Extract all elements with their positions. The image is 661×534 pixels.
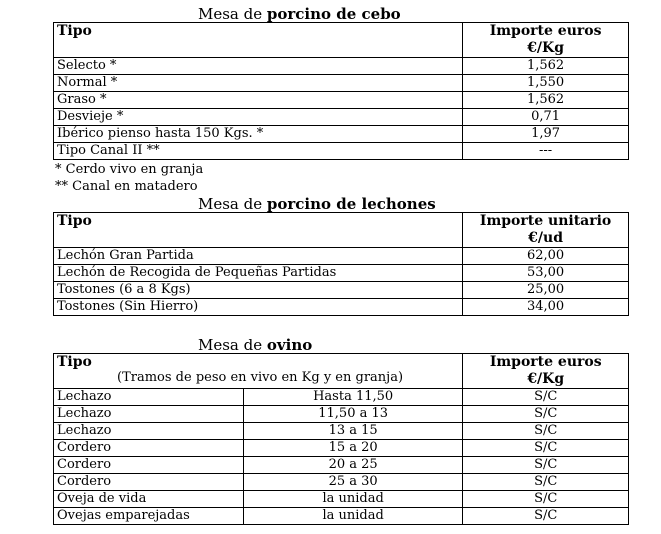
table-row <box>54 299 629 316</box>
cell-tramo: 25 a 30 <box>243 474 463 491</box>
cell-tramo: 13 a 15 <box>243 423 463 440</box>
header-tipo: Tipo <box>54 213 463 248</box>
title-bold: ovino <box>266 336 313 354</box>
title-bold: porcino de lechones <box>266 195 436 213</box>
table-row <box>54 491 629 508</box>
cell-importe: S/C <box>463 474 629 491</box>
table-row <box>54 58 629 75</box>
table-row <box>54 457 629 474</box>
table-row <box>54 389 629 406</box>
title-prefix: Mesa de <box>198 336 267 354</box>
note-cerdo-vivo: * Cerdo vivo en granja <box>55 162 204 177</box>
cell-tipo: Tostones (6 a 8 Kgs) <box>54 282 463 299</box>
header-importe-line1: Importe euros <box>489 23 602 39</box>
cell-importe: S/C <box>463 440 629 457</box>
cell-importe: 1,562 <box>463 92 629 109</box>
header-tipo-sub: (Tramos de peso en vivo en Kg y en granja) <box>117 370 404 385</box>
cell-tipo: Tipo Canal II ** <box>54 143 463 160</box>
header-importe <box>463 213 629 248</box>
table-row <box>54 508 629 525</box>
table-row <box>54 109 629 126</box>
cell-importe: S/C <box>463 389 629 406</box>
table-header-row <box>54 23 629 58</box>
cell-tipo: Ibérico pienso hasta 150 Kgs. * <box>54 126 463 143</box>
cell-tipo: Lechón Gran Partida <box>54 248 463 265</box>
header-tipo-label: Tipo <box>57 354 92 370</box>
table-row <box>54 126 629 143</box>
cell-importe: 1,562 <box>463 58 629 75</box>
cell-tipo: Desvieje * <box>54 109 463 126</box>
cell-tramo: 15 a 20 <box>243 440 463 457</box>
cell-tipo: Cordero <box>54 440 244 457</box>
cell-importe: S/C <box>463 508 629 525</box>
cell-importe: S/C <box>463 423 629 440</box>
cell-tipo: Selecto * <box>54 58 463 75</box>
title-ovino <box>198 336 312 354</box>
cell-tramo: 11,50 a 13 <box>243 406 463 423</box>
cell-importe: S/C <box>463 406 629 423</box>
cell-importe: 1,550 <box>463 75 629 92</box>
cell-tipo: Normal * <box>54 75 463 92</box>
table-row <box>54 282 629 299</box>
header-importe-line2: €/Kg <box>527 40 564 56</box>
cell-importe: 53,00 <box>463 265 629 282</box>
cell-importe: 1,97 <box>463 126 629 143</box>
cell-tipo: Lechón de Recogida de Pequeñas Partidas <box>54 265 463 282</box>
header-importe-line1: Importe unitario <box>479 213 612 229</box>
cell-tipo: Cordero <box>54 457 244 474</box>
title-porcino-cebo <box>198 5 401 23</box>
table-header-row <box>54 354 629 389</box>
header-importe <box>463 23 629 58</box>
table-row <box>54 423 629 440</box>
table-row <box>54 75 629 92</box>
cell-importe: S/C <box>463 457 629 474</box>
header-tipo <box>54 354 463 389</box>
title-prefix: Mesa de <box>198 195 267 213</box>
table-ovino <box>53 353 629 525</box>
header-importe <box>463 354 629 389</box>
cell-tipo: Ovejas emparejadas <box>54 508 244 525</box>
cell-tipo: Graso * <box>54 92 463 109</box>
header-tipo: Tipo <box>54 23 463 58</box>
header-importe-line1: Importe euros <box>489 354 602 370</box>
cell-importe: 62,00 <box>463 248 629 265</box>
cell-importe: 25,00 <box>463 282 629 299</box>
table-porcino-lechones <box>53 212 629 316</box>
cell-tramo: Hasta 11,50 <box>243 389 463 406</box>
table-row <box>54 265 629 282</box>
table-row <box>54 440 629 457</box>
table-row <box>54 474 629 491</box>
cell-tipo: Lechazo <box>54 389 244 406</box>
cell-importe: 34,00 <box>463 299 629 316</box>
cell-tramo: 20 a 25 <box>243 457 463 474</box>
table-row <box>54 248 629 265</box>
cell-importe: 0,71 <box>463 109 629 126</box>
table-header-row <box>54 213 629 248</box>
title-bold: porcino de cebo <box>266 5 401 23</box>
cell-tipo: Lechazo <box>54 423 244 440</box>
title-porcino-lechones <box>198 195 436 213</box>
table-porcino-cebo <box>53 22 629 160</box>
cell-tipo: Oveja de vida <box>54 491 244 508</box>
title-prefix: Mesa de <box>198 5 267 23</box>
cell-importe: --- <box>463 143 629 160</box>
cell-importe: S/C <box>463 491 629 508</box>
header-importe-line2: €/ud <box>528 230 563 246</box>
table-row <box>54 92 629 109</box>
cell-tipo: Tostones (Sin Hierro) <box>54 299 463 316</box>
cell-tramo: la unidad <box>243 491 463 508</box>
table-row <box>54 143 629 160</box>
note-canal-matadero: ** Canal en matadero <box>55 179 198 194</box>
cell-tipo: Lechazo <box>54 406 244 423</box>
table-row <box>54 406 629 423</box>
cell-tramo: la unidad <box>243 508 463 525</box>
cell-tipo: Cordero <box>54 474 244 491</box>
header-importe-line2: €/Kg <box>527 371 565 387</box>
